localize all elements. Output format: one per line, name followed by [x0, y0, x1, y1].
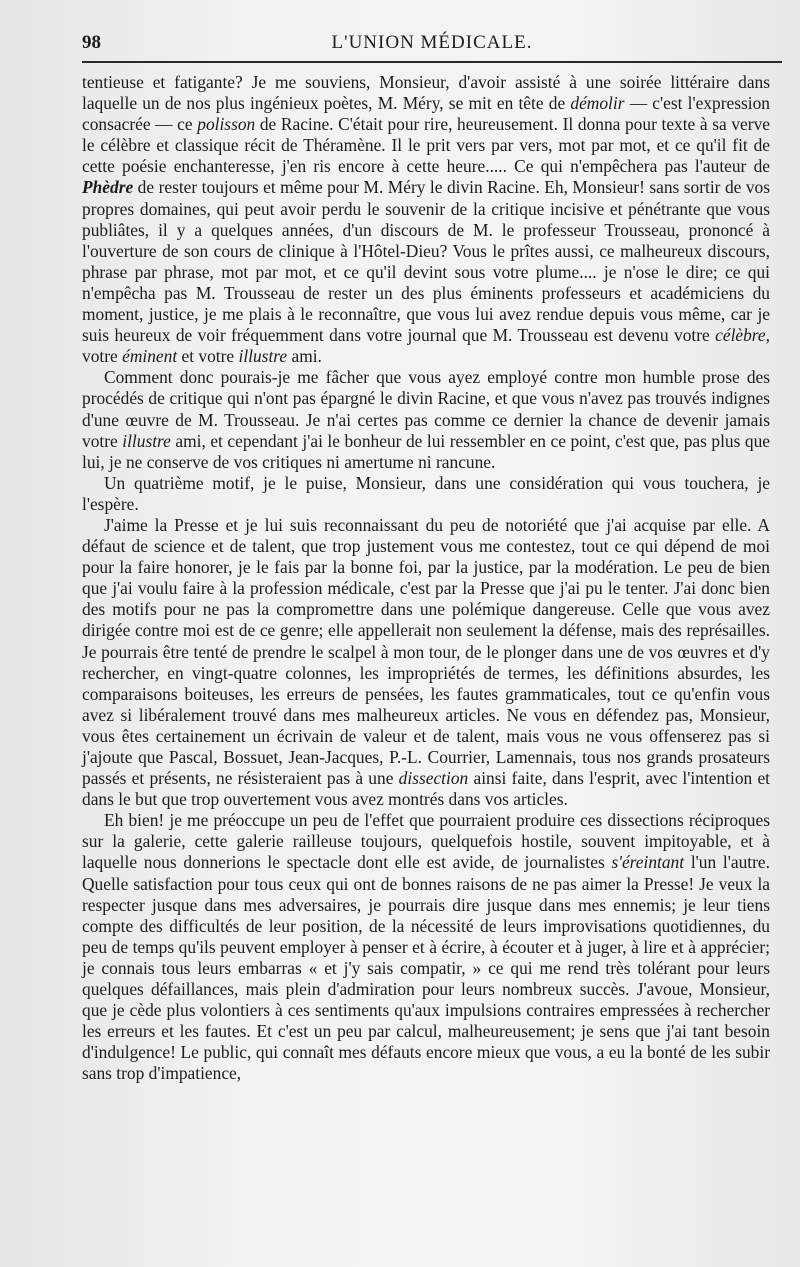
page-header	[82, 28, 782, 58]
text-run: Eh bien! je me préoccupe un peu de l'effet que pourraient produire ces dissections réciproques sur la galerie, cette galerie railleuse toujours, quelquefois hostile, souvent impitoyable, et à laquelle nous donnerions le spectacle dont elle est avide, de journalistes	[82, 810, 770, 873]
page-number: 98	[82, 32, 101, 53]
text-run: ainsi faite, dans l'esprit, avec l'intention et dans le but que trop ouvertement vous avez montrés dans vos articles.	[82, 768, 771, 810]
text-run: ami, et cependant j'ai le bonheur de lui ressembler en ce point, c'est que, pas plus que lui, je ne conserve de vos critiques ni amertume ni rancune.	[82, 430, 770, 472]
text-run: ami.	[287, 346, 322, 367]
text-run: et votre	[177, 346, 239, 367]
emphasized-text: illustre	[238, 346, 288, 367]
emphasized-text: Phèdre	[82, 177, 134, 198]
body-text	[82, 72, 770, 1085]
emphasized-text: polisson	[197, 114, 256, 135]
paragraph	[82, 367, 770, 472]
text-run: l'un l'autre. Quelle satisfaction pour tous ceux qui ont de bonnes raisons de ne pas aimer la Presse! Je veux la respecter jusque dans mes adversaires, je pourrais dire jusque dans mes ennemis; je leur tiens compte des difficultés de leur position, de la nécessité de leurs improvisations quotidiennes, du peu de temps qu'ils peuvent employer à penser et à écrire, à écouter et à juger, à lire et à apprécier; je connais tous leurs embarras « et j'y sais compatir, » ce qui me rend très tolérant pour leurs quelques défaillances, mais plein d'admiration pour leurs nombreux succès. J'avoue, Monsieur, que je cède plus volontiers à ces sentiments qu'aux impulsions contraires empressées à rechercher les erreurs et les fautes. Et c'est un peu par calcul, malheureusement; je sens que j'ai tant besoin d'indulgence! Le public, qui connaît mes défauts encore mieux que vous, a eu la bonté de les subir sans trop d'impatience,	[82, 852, 770, 1084]
text-run: tentieuse et fatigante? Je me souviens, Monsieur, d'avoir assisté à une soirée littéraire dans laquelle un de nos plus ingénieux poètes, M. Méry, se mit en tête de	[82, 72, 770, 114]
emphasized-text: dissection	[398, 768, 469, 789]
emphasized-text: s'éreintant	[611, 852, 685, 873]
text-run: de rester toujours et même pour M. Méry le divin Racine. Eh, Monsieur! sans sortir de vos propres domaines, qui peut avoir perdu le souvenir de la critique incisive et pénétrante que vous publiâtes, il y a quelques années, d'un discours de M. le professeur Trousseau, prononcé à l'ouverture de son cours de clinique à l'Hôtel-Dieu? Vous le prîtes aussi, ce malheureux discours, phrase par phrase, mot par mot, et ce qu'il devint sous votre plume.... je n'ose le dire; ce qui n'empêcha pas M. Trousseau de rester un des plus éminents professeurs et académiciens du moment, justice, je me plais à le reconnaître, que vous lui avez rendue depuis vous même, car je suis heureux de voir fréquemment dans votre journal que M. Trousseau est devenu votre	[82, 177, 770, 346]
emphasized-text: illustre	[122, 430, 171, 451]
paragraph	[82, 515, 770, 810]
text-run: J'aime la Presse et je lui suis reconnaissant du peu de notoriété que j'ai acquise par elle. A défaut de science et de talent, que trop justement vous me contestez, tout ce qui dépend de moi pour la faire honorer, je le fais par la bonne foi, par la justice, par la modération. Le peu de bien que j'ai voulu faire à la profession médicale, c'est par la Presse que j'ai pu le tenter. J'ai donc bien des motifs pour ne pas la compromettre dans une polémique dangereuse. Celle que vous avez dirigée contre moi est de ce genre; elle appellerait non seulement la défense, mais des représailles. Je pourrais être tenté de prendre le scalpel à mon tour, de le plonger dans une de vos œuvres et d'y rechercher, en vingt-quatre colonnes, les impropriétés de termes, les définitions absurdes, les comparaisons boiteuses, les erreurs de pensées, les fautes grammaticales, tout ce qu'enfin vous avez si libéralement trouvé dans mes malheureux articles. Ne vous en défendez pas, Monsieur, vous êtes certainement un écrivain de valeur et de talent, mais vous ne vous offenserez pas si j'ajoute que Pascal, Bossuet, Jean-Jacques, P.-L. Courrier, Lamennais, tous nos grands prosateurs passés et présents, ne résisteraient pas à une	[82, 514, 770, 789]
paragraph	[82, 72, 770, 367]
paragraph	[82, 473, 770, 515]
emphasized-text: éminent	[122, 346, 178, 367]
text-run: de Racine. C'était pour rire, heureusement. Il donna pour texte à sa verve le célèbre et classique récit de Théramène. Il le prit vers par vers, mot par mot, et ce qu'il fit de cette poésie enchanteresse, j'en ris encore à cette heure..... Ce qui n'empêchera pas l'auteur de	[82, 114, 770, 177]
paragraph	[82, 810, 770, 1084]
text-run: — c'est l'expression consacrée — ce	[82, 93, 770, 135]
text-run: votre	[82, 346, 123, 367]
running-title: L'UNION MÉDICALE.	[331, 32, 533, 53]
text-run: Un quatrième motif, je le puise, Monsieur, dans une considération qui vous touchera, je l'espère.	[82, 472, 770, 514]
emphasized-text: démolir	[570, 93, 625, 114]
text-run: Comment donc pourais-je me fâcher que vous ayez employé contre mon humble prose des procédés de critique qui n'ont pas épargné le divin Racine, et que vous n'avez pas trouvés indignes d'une œuvre de M. Trousseau. Je n'ai certes pas comme ce dernier la chance de devenir jamais votre	[82, 367, 770, 451]
header-rule	[82, 61, 782, 63]
emphasized-text: célèbre,	[715, 325, 770, 346]
